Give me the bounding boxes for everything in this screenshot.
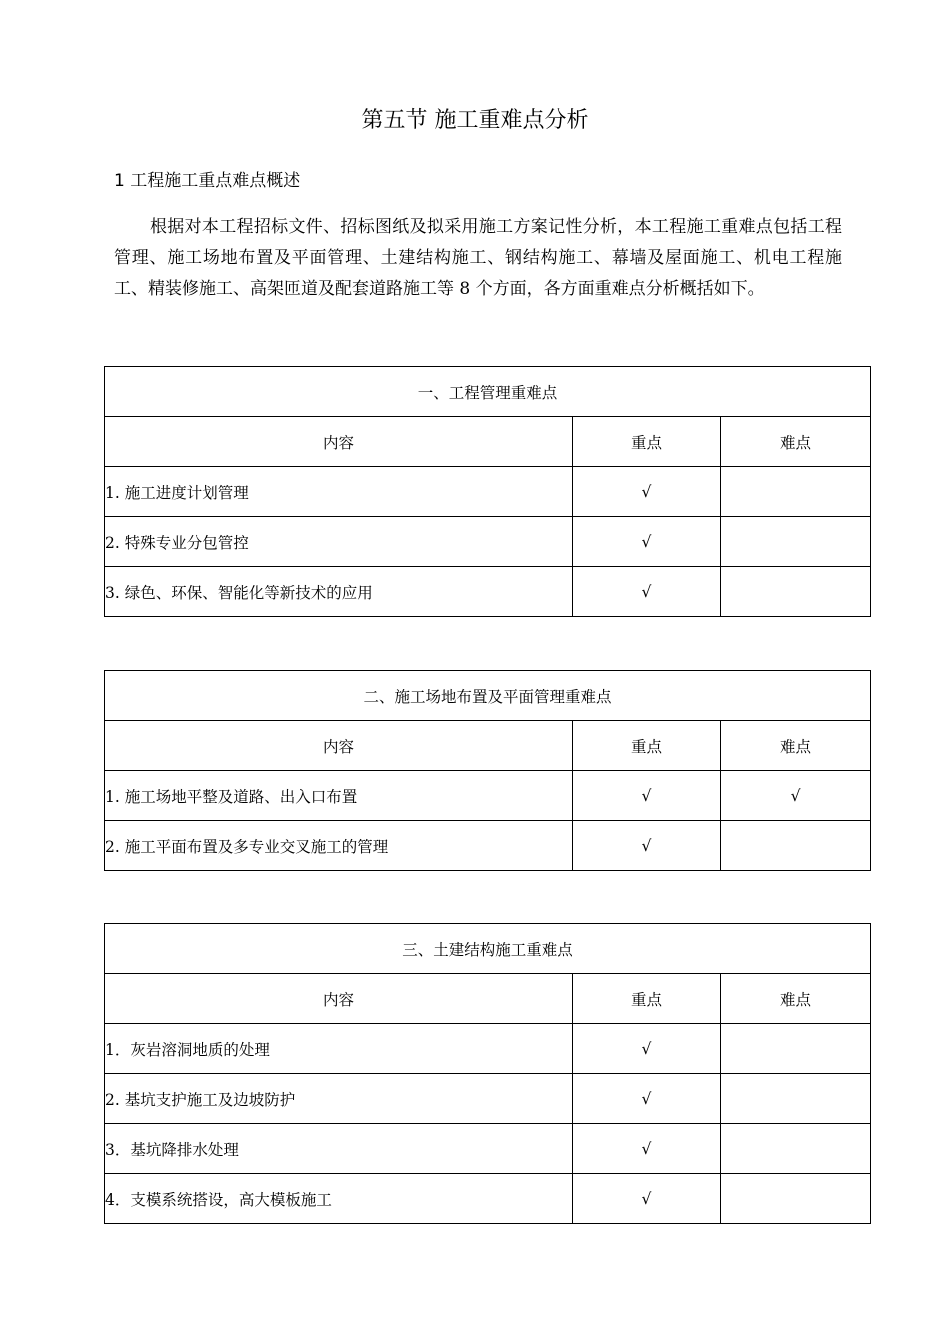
column-header-content: 内容 <box>105 417 573 467</box>
table-row <box>105 1124 871 1174</box>
key-check-mark: √ <box>573 567 721 617</box>
table-row <box>105 1174 871 1224</box>
table-caption: 一、工程管理重难点 <box>105 367 871 417</box>
table-caption: 二、施工场地布置及平面管理重难点 <box>105 671 871 721</box>
table-row <box>105 1074 871 1124</box>
item-label: 2. 基坑支护施工及边坡防护 <box>105 1074 573 1124</box>
difficulty-check-mark <box>721 1024 871 1074</box>
item-label: 2. 特殊专业分包管控 <box>105 517 573 567</box>
difficulty-check-mark <box>721 821 871 871</box>
difficulty-check-mark <box>721 567 871 617</box>
key-check-mark: √ <box>573 1124 721 1174</box>
table-row <box>105 821 871 871</box>
difficulty-check-mark <box>721 467 871 517</box>
item-label: 1．灰岩溶洞地质的处理 <box>105 1024 573 1074</box>
difficulty-check-mark <box>721 1124 871 1174</box>
difficulty-check-mark: √ <box>721 771 871 821</box>
difficulty-check-mark <box>721 1174 871 1224</box>
table-civil-structure <box>104 923 871 1224</box>
key-check-mark: √ <box>573 1024 721 1074</box>
table-site-layout <box>104 670 871 871</box>
item-label: 4．支模系统搭设，高大模板施工 <box>105 1174 573 1224</box>
item-label: 2. 施工平面布置及多专业交叉施工的管理 <box>105 821 573 871</box>
key-check-mark: √ <box>573 467 721 517</box>
key-check-mark: √ <box>573 517 721 567</box>
item-label: 3. 绿色、环保、智能化等新技术的应用 <box>105 567 573 617</box>
item-label: 1. 施工进度计划管理 <box>105 467 573 517</box>
column-header-difficulty: 难点 <box>721 417 871 467</box>
difficulty-check-mark <box>721 517 871 567</box>
column-header-content: 内容 <box>105 974 573 1024</box>
page-title: 第五节 施工重难点分析 <box>361 108 589 133</box>
table-row <box>105 467 871 517</box>
column-header-key: 重点 <box>573 417 721 467</box>
column-header-key: 重点 <box>573 974 721 1024</box>
item-label: 1. 施工场地平整及道路、出入口布置 <box>105 771 573 821</box>
table-engineering-management <box>104 366 871 617</box>
table-row <box>105 517 871 567</box>
table-row <box>105 567 871 617</box>
key-check-mark: √ <box>573 771 721 821</box>
column-header-key: 重点 <box>573 721 721 771</box>
table-row <box>105 771 871 821</box>
column-header-difficulty: 难点 <box>721 721 871 771</box>
column-header-content: 内容 <box>105 721 573 771</box>
intro-paragraph: 根据对本工程招标文件、招标图纸及拟采用施工方案记性分析，本工程施工重难点包括工程管理、施工场地布置及平面管理、土建结构施工、钢结构施工、幕墙及屋面施工、机电工程施工、精装修施工、高架匝道及配套道路施工等 8 个方面，各方面重难点分析概括如下。 <box>114 217 842 299</box>
key-check-mark: √ <box>573 1174 721 1224</box>
column-header-difficulty: 难点 <box>721 974 871 1024</box>
difficulty-check-mark <box>721 1074 871 1124</box>
key-check-mark: √ <box>573 821 721 871</box>
table-row <box>105 1024 871 1074</box>
table-caption: 三、土建结构施工重难点 <box>105 924 871 974</box>
section-heading: 1 工程施工重点难点概述 <box>114 171 301 191</box>
key-check-mark: √ <box>573 1074 721 1124</box>
item-label: 3．基坑降排水处理 <box>105 1124 573 1174</box>
